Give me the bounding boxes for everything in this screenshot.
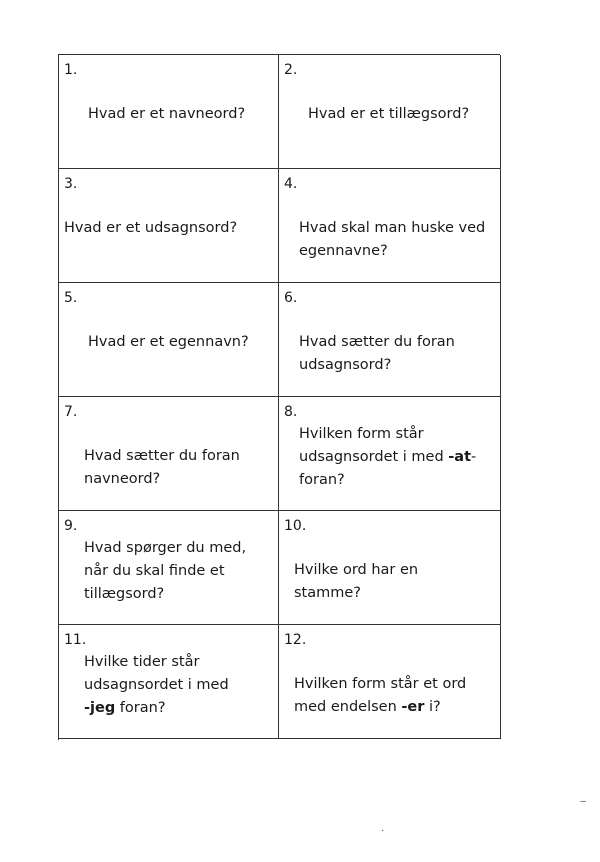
question-card-9: [59, 511, 279, 625]
question-card-7: [59, 397, 279, 511]
question-text: [64, 217, 237, 240]
question-line: Hvad sætter du foran: [84, 448, 240, 464]
emphasized-ending: -at: [448, 449, 472, 465]
question-line: Hvad spørger du med,: [84, 540, 247, 556]
question-line: Hvilke tider står: [84, 654, 200, 670]
card-number: 7.: [64, 404, 78, 420]
card-number: 12.: [284, 632, 307, 648]
emphasized-ending: -er: [401, 699, 425, 715]
card-number: 5.: [64, 290, 78, 306]
question-text: [299, 423, 476, 492]
question-line-text: i?: [424, 699, 441, 715]
question-card-5: [59, 283, 279, 397]
question-line: stamme?: [294, 585, 361, 601]
question-card-4: [279, 169, 501, 283]
question-text: [294, 559, 418, 605]
card-number: 10.: [284, 518, 307, 534]
question-line-text: med endelsen: [294, 699, 402, 715]
card-number: 8.: [284, 404, 298, 420]
question-line: Hvad er et egennavn?: [88, 334, 249, 350]
question-text: [84, 651, 229, 720]
question-text: [88, 331, 249, 354]
question-card-11: [59, 625, 279, 739]
question-line: Hvad er et udsagnsord?: [64, 220, 238, 236]
question-line: egennavne?: [299, 243, 388, 259]
scan-speck: ·: [381, 826, 385, 837]
card-number: 3.: [64, 176, 78, 192]
card-number: 11.: [64, 632, 87, 648]
question-line: Hvad skal man huske ved: [299, 220, 486, 236]
question-line: udsagnsord?: [299, 357, 392, 373]
question-text: [84, 445, 240, 491]
question-line: [294, 696, 466, 719]
question-line: når du skal finde et: [84, 563, 225, 579]
question-text: [294, 673, 466, 719]
card-number: 9.: [64, 518, 78, 534]
question-card-sheet: [58, 54, 500, 740]
question-line: foran?: [299, 472, 345, 488]
question-text: [308, 103, 469, 126]
question-line: [84, 697, 229, 720]
question-line: Hvilken form står: [299, 426, 424, 442]
question-line: udsagnsordet i med: [84, 677, 229, 693]
question-line: [299, 446, 476, 469]
question-text: [84, 537, 246, 606]
question-line-text: -: [471, 449, 477, 465]
scan-speck: ‒: [580, 796, 587, 807]
question-line: Hvilke ord har en: [294, 562, 419, 578]
question-line-text: udsagnsordet i med: [299, 449, 449, 465]
question-line-text: foran?: [115, 700, 166, 716]
question-card-2: [279, 55, 501, 169]
emphasized-pronoun: -jeg: [84, 700, 116, 716]
question-card-3: [59, 169, 279, 283]
card-number: 1.: [64, 62, 78, 78]
question-line: Hvilken form står et ord: [294, 676, 467, 692]
question-card-12: [279, 625, 501, 739]
question-line: Hvad sætter du foran: [299, 334, 455, 350]
question-text: [88, 103, 245, 126]
card-number: 6.: [284, 290, 298, 306]
question-card-8: [279, 397, 501, 511]
question-card-6: [279, 283, 501, 397]
question-line: navneord?: [84, 471, 161, 487]
card-number: 2.: [284, 62, 298, 78]
question-line: tillægsord?: [84, 586, 165, 602]
question-line: Hvad er et navneord?: [88, 106, 246, 122]
question-card-10: [279, 511, 501, 625]
question-line: Hvad er et tillægsord?: [308, 106, 470, 122]
question-text: [299, 217, 485, 263]
question-text: [299, 331, 455, 377]
card-number: 4.: [284, 176, 298, 192]
question-card-1: [59, 55, 279, 169]
